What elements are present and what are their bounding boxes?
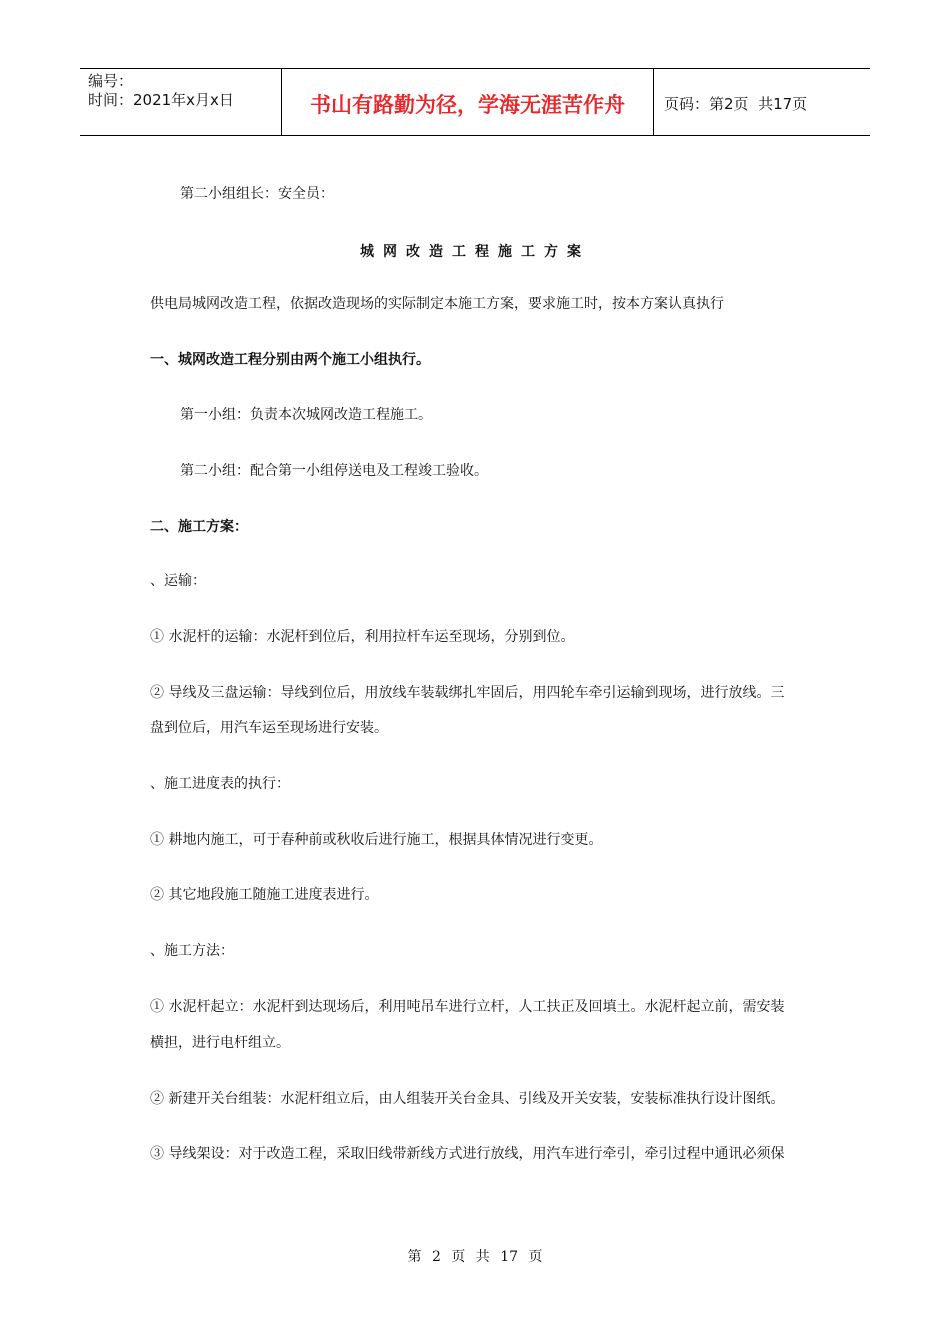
schedule-item-2: ② 其它地段施工随施工进度表进行。: [150, 887, 379, 903]
header-meta: [80, 69, 282, 135]
method-item-1-line2: 横担，进行电杆组立。: [150, 1035, 290, 1051]
header-page-info: 页码：第2页 共17页: [664, 94, 808, 113]
group2-leader-line: 第二小组组长：安全员：: [180, 186, 334, 202]
document-title: 城网改造工程施工方案: [360, 244, 590, 260]
section1-heading: 一、城网改造工程分别由两个施工小组执行。: [150, 352, 430, 368]
document-time: 时间：2021年x月x日: [88, 91, 234, 109]
header-motto: 书山有路勤为径，学海无涯苦作舟: [282, 69, 654, 135]
method-item-1-line1: ① 水泥杆起立：水泥杆到达现场后，利用吨吊车进行立杆，人工扶正及回填土。水泥杆起立前，需安装: [150, 999, 785, 1015]
document-number-label: 编号：: [88, 72, 134, 90]
transport-item-2-line1: ② 导线及三盘运输：导线到位后，用放线车装载绑扎牢固后，用四轮车牵引运输到现场，进行放线。三: [150, 685, 785, 701]
section2-heading: 二、施工方案：: [150, 519, 248, 535]
method-item-3: ③ 导线架设：对于改造工程，采取旧线带新线方式进行放线，用汽车进行牵引，牵引过程中通讯必须保: [150, 1146, 785, 1162]
intro-paragraph: 供电局城网改造工程，依据改造现场的实际制定本施工方案，要求施工时，按本方案认真执行: [150, 296, 724, 312]
transport-heading: 、运输：: [150, 573, 206, 589]
document-header: [80, 68, 870, 136]
method-heading: 、施工方法：: [150, 943, 234, 959]
method-item-2: ② 新建开关台组装：水泥杆组立后，由人组装开关台金具、引线及开关安装，安装标准执行设计图纸。: [150, 1091, 785, 1107]
group1-line: 第一小组：负责本次城网改造工程施工。: [180, 407, 432, 423]
schedule-item-1: ① 耕地内施工，可于春种前或秋收后进行施工，根据具体情况进行变更。: [150, 832, 603, 848]
group2-line: 第二小组：配合第一小组停送电及工程竣工验收。: [180, 463, 488, 479]
schedule-heading: 、施工进度表的执行：: [150, 776, 290, 792]
transport-item-1: ① 水泥杆的运输：水泥杆到位后，利用拉杆车运至现场，分别到位。: [150, 629, 575, 645]
transport-item-2-line2: 盘到位后，用汽车运至现场进行安装。: [150, 720, 388, 736]
page-footer: 第 2 页 共 17 页: [407, 1249, 543, 1265]
